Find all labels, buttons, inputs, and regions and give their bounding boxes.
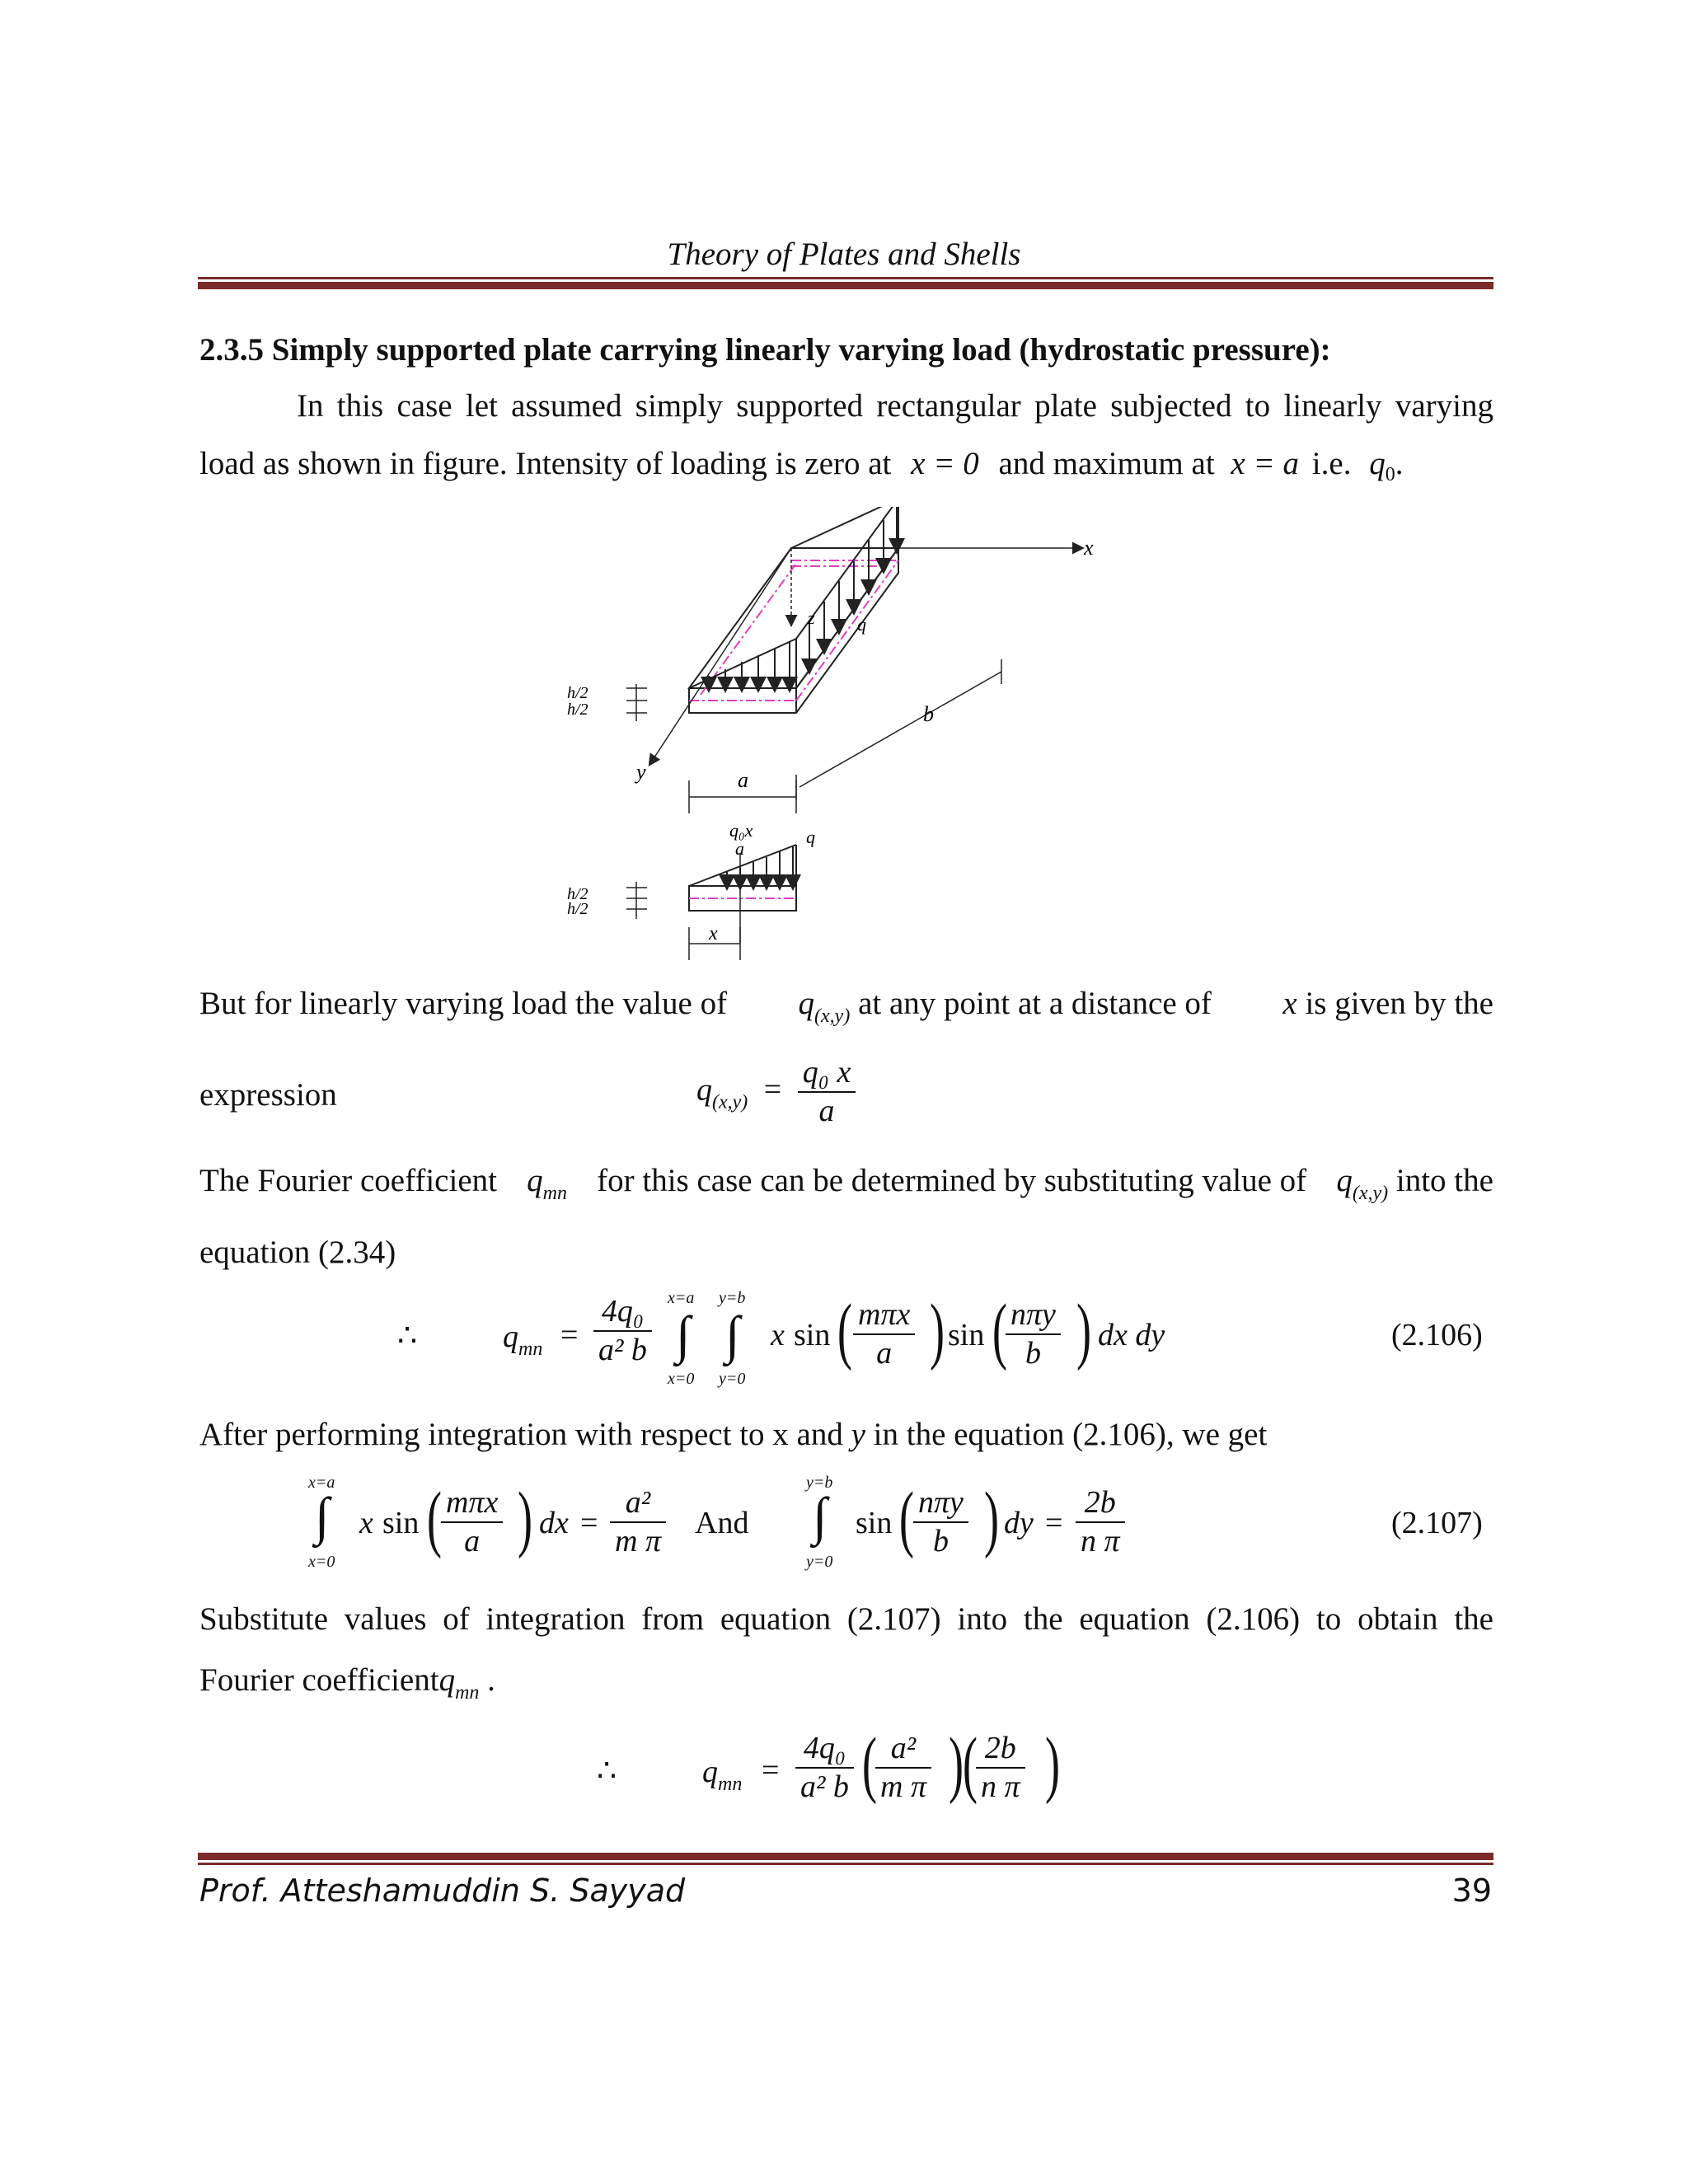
paragraph-substitute-line2: Fourier coefficientq$_{mn}$ . xyxy=(199,1662,495,1704)
q0x-label: q₀x xyxy=(729,820,753,841)
paragraph-substitute-line1: Substitute values of integration from equation (2.107) into the equation (2.106) to obtain the xyxy=(199,1601,1493,1637)
footer-rule-thick xyxy=(198,1853,1493,1860)
paragraph-linear-load: But for linearly varying load the value of $q_{(x,y)}$ at any point at a distance of x is given by the xyxy=(199,986,1493,1027)
footer-rule-thin xyxy=(198,1863,1493,1865)
h-half-top-label-2: h/2 xyxy=(567,885,588,903)
q0-label-3d: q xyxy=(857,614,866,635)
h-half-top-label: h/2 xyxy=(567,684,588,702)
paragraph-fourier: The Fourier coefficient $q_{mn}$ for this case can be determined by substituting value of $q_{(x,y)}$ into the xyxy=(199,1163,1493,1204)
plate-3d xyxy=(689,548,898,713)
equation-2-107: x=a ∫ x=0 x sin ( mπx a ) dx = $\frac{\text{a²}}{\text{m π}}$ And y=b ∫ y=0 sin ( nπy b ) dy = $\frac{2b}{\text{n π}}$ (2.107) xyxy=(308,1474,1483,1571)
x-axis-label: x xyxy=(1084,536,1094,560)
header-rule-thin xyxy=(198,277,1493,279)
equation-2-106: ∴ $q_{mn}$ = $\frac{\text{4q₀}}{\text{a² b}}$ x=a ∫ x=0 y=b ∫ y=0 x sin ( mπx a ) sin ( nπy b ) dx dy (2.106) xyxy=(397,1289,1483,1388)
paragraph-intro-line1: In this case let assumed simply supported rectangular plate subjected to linearly varying xyxy=(297,388,1493,424)
h-half-bot-label: h/2 xyxy=(567,701,588,719)
paragraph-intro-line2: load as shown in figure. Intensity of loading is zero at x = 0 and maximum at x = a i.e. $q_0$. xyxy=(199,446,1404,485)
equation-qxy: $q_{(x,y)}$ = $\frac{\text{q₀ x}}{a}$ xyxy=(696,1055,856,1130)
footer-author: Prof. Atteshamuddin S. Sayyad xyxy=(199,1872,686,1909)
header-rule-thick xyxy=(198,282,1493,289)
h-half-bot-label-2: h/2 xyxy=(567,900,588,918)
page-number: 39 xyxy=(1451,1872,1492,1909)
running-header: Theory of Plates and Shells xyxy=(667,237,1021,272)
y-axis-label: y xyxy=(636,760,646,784)
z-axis-label: z xyxy=(808,607,815,628)
expression-label: expression xyxy=(199,1077,337,1113)
q0x-den-label: a xyxy=(735,838,744,859)
b-dimension-label: b xyxy=(923,702,934,726)
q0-label-side: q xyxy=(806,827,815,847)
paragraph-integration: After performing integration with respect to x and y in the equation (2.106), we get xyxy=(199,1417,1268,1452)
plate-figure xyxy=(544,507,1121,968)
section-heading: 2.3.5 Simply supported plate carrying linearly varying load (hydrostatic pressure): xyxy=(199,332,1331,368)
equation-final-qmn: ∴ $q_{mn}$ = $\frac{\text{4q₀}}{\text{a² b}}$ ( $\frac{\text{a²}}{\text{m π}}$ ) ( $\frac{2b}{\text{n π}}$ ) xyxy=(597,1723,1060,1805)
paragraph-fourier-line2: equation (2.34) xyxy=(199,1235,396,1270)
x-dimension-label: x xyxy=(709,923,718,944)
a-dimension-label: a xyxy=(738,768,748,792)
